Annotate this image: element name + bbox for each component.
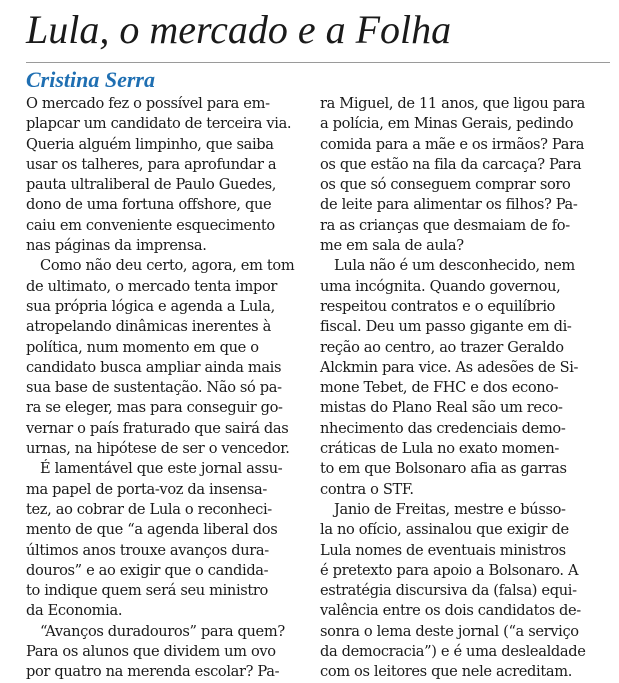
text-line: Janio de Freitas, mestre e bússo- bbox=[334, 500, 566, 518]
text-line: ma papel de porta-voz da insensa- bbox=[26, 480, 267, 498]
text-line: É lamentável que este jornal assu- bbox=[40, 460, 283, 478]
text-line: atropelando dinâmicas inerentes à bbox=[26, 318, 271, 336]
text-line: “Avanços duradouros” para quem? bbox=[40, 622, 285, 640]
text-line: os que só conseguem comprar soro bbox=[320, 176, 571, 194]
text-line: uma incógnita. Quando governou, bbox=[320, 277, 561, 295]
text-line: a polícia, em Minas Gerais, pedindo bbox=[320, 115, 574, 133]
text-line: urnas, na hipótese de ser o vencedor. bbox=[26, 440, 290, 458]
text-line: mento de que “a agenda liberal dos bbox=[26, 521, 278, 539]
text-line: pauta ultraliberal de Paulo Guedes, bbox=[26, 176, 277, 194]
text-line: fiscal. Deu um passo gigante em di- bbox=[320, 318, 572, 336]
text-line: Para os alunos que dividem um ovo bbox=[26, 643, 276, 661]
text-line: O mercado fez o possível para em- bbox=[26, 95, 270, 112]
text-line: la no ofício, assinalou que exigir de bbox=[320, 521, 569, 539]
text-line: vernar o país fraturado que sairá das bbox=[26, 419, 289, 437]
text-line: mistas do Plano Real são um reco- bbox=[320, 399, 563, 417]
text-line: ra se eleger, mas para conseguir go- bbox=[26, 399, 283, 417]
text-line: me em sala de aula? bbox=[320, 237, 464, 255]
text-line: Alckmin para vice. As adesões de Si- bbox=[320, 358, 579, 376]
text-line: usar os talheres, para aprofundar a bbox=[26, 155, 277, 173]
text-line: Como não deu certo, agora, em tom bbox=[40, 257, 295, 275]
author-byline: Cristina Serra bbox=[26, 67, 155, 92]
text-line: Queria alguém limpinho, que saiba bbox=[26, 135, 274, 153]
text-line: de leite para alimentar os filhos? Pa- bbox=[320, 196, 578, 214]
text-line: política, num momento em que o bbox=[26, 338, 259, 356]
text-line: Lula não é um desconhecido, nem bbox=[334, 257, 575, 275]
text-line: por quatro na merenda escolar? Pa- bbox=[26, 663, 280, 681]
article-column-right bbox=[320, 94, 610, 683]
text-line: sua base de sustentação. Não só pa- bbox=[26, 379, 282, 397]
headline-divider bbox=[26, 62, 610, 63]
text-line: contra o STF. bbox=[320, 480, 414, 498]
text-line: tez, ao cobrar de Lula o reconheci- bbox=[26, 500, 272, 518]
text-line: da democracia”) e é uma deslealdade bbox=[320, 643, 586, 661]
text-line: os que estão na fila da carcaça? Para bbox=[320, 155, 582, 173]
text-line: últimos anos trouxe avanços dura- bbox=[26, 541, 269, 559]
text-line: to em que Bolsonaro afia as garras bbox=[320, 460, 567, 478]
text-line: dono de uma fortuna offshore, que bbox=[26, 196, 272, 214]
text-line: comida para a mãe e os irmãos? Para bbox=[320, 135, 585, 153]
text-line: mone Tebet, de FHC e dos econo- bbox=[320, 379, 559, 397]
text-line: respeitou contratos e o equilíbrio bbox=[320, 297, 556, 315]
text-line: Lula nomes de eventuais ministros bbox=[320, 541, 566, 559]
text-line: to indique quem será seu ministro bbox=[26, 582, 268, 600]
article-column-left bbox=[26, 94, 310, 683]
text-line: caiu em conveniente esquecimento bbox=[26, 216, 275, 234]
text-line: estratégia discursiva da (falsa) equi- bbox=[320, 582, 577, 600]
text-line: valência entre os dois candidatos de- bbox=[320, 602, 581, 620]
text-line: de ultimato, o mercado tenta impor bbox=[26, 277, 278, 295]
text-line: ra as crianças que desmaiam de fo- bbox=[320, 216, 570, 234]
text-line: candidato busca ampliar ainda mais bbox=[26, 358, 282, 376]
text-line: cráticas de Lula no exato momen- bbox=[320, 440, 560, 458]
text-line: nhecimento das credenciais demo- bbox=[320, 419, 566, 437]
text-line: ra Miguel, de 11 anos, que ligou para bbox=[320, 95, 586, 112]
text-line: plapcar um candidato de terceira via. bbox=[26, 115, 292, 133]
text-line: da Economia. bbox=[26, 602, 123, 620]
article-headline: Lula, o mercado e a Folha bbox=[26, 7, 452, 52]
text-line: nas páginas da imprensa. bbox=[26, 237, 207, 255]
text-line: reção ao centro, ao trazer Geraldo bbox=[320, 338, 564, 356]
text-line: é pretexto para apoio a Bolsonaro. A bbox=[320, 561, 579, 579]
text-line: douros” e ao exigir que o candida- bbox=[26, 561, 269, 579]
text-line: sua própria lógica e agenda a Lula, bbox=[26, 297, 275, 315]
text-line: sonra o lema deste jornal (“a serviço bbox=[320, 622, 579, 640]
text-line: com os leitores que nele acreditam. bbox=[320, 663, 572, 681]
